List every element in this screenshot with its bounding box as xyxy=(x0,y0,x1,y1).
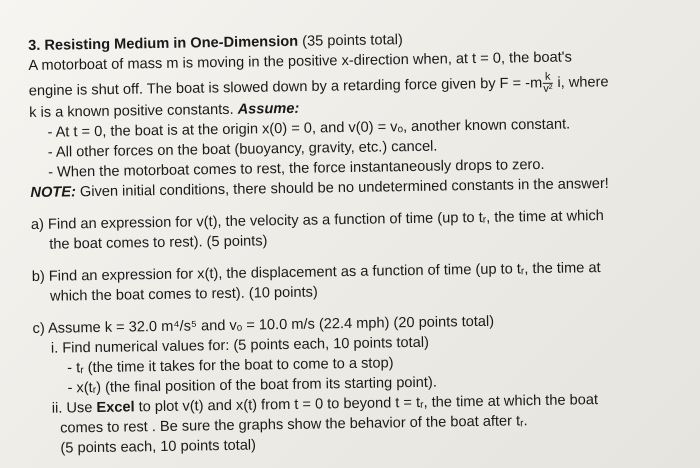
problem-title: Resisting Medium in One-Dimension xyxy=(44,33,299,54)
constant-text: k is a known positive constants. xyxy=(29,101,238,121)
problem-content xyxy=(28,26,685,459)
part-c-ii-line-3: (5 points each, 10 points total) xyxy=(60,437,257,457)
assume-item: - At t = 0, the boat is at the origin x(0) = 0, and v(0) = vₒ, another known constant. xyxy=(47,116,571,141)
note-text: Given initial conditions, there should be no undetermined constants in the answer! xyxy=(75,175,609,201)
force-text: engine is shut off. The boat is slowed down by a retarding force given by F = -m xyxy=(28,75,543,100)
part-c-i-item: - x(tᵣ) (the final position of the boat from its starting point). xyxy=(67,374,437,397)
problem-number: 3. xyxy=(28,37,41,54)
part-b-line-2: which the boat comes to rest). (10 points) xyxy=(49,284,318,305)
assume-label: Assume: xyxy=(237,100,300,118)
ii-text-start: ii. Use xyxy=(51,399,97,417)
fraction-numerator: k xyxy=(544,70,551,83)
part-c-ii-line-2: comes to rest . Be sure the graphs show the behavior of the boat after tᵣ. xyxy=(60,413,528,437)
assume-item: - All other forces on the boat (buoyancy, gravity, etc.) cancel. xyxy=(47,138,438,161)
force-text-end: i, where xyxy=(553,74,609,92)
problem-line-1: A motorboat of mass m is moving in the positive x-direction when, at t = 0, the boat's xyxy=(28,49,572,74)
fraction-denominator: v² xyxy=(543,82,553,95)
part-a-line-2: the boat comes to rest). (5 points) xyxy=(49,233,268,253)
part-c-i-item: - tᵣ (the time it takes for the boat to come to a stop) xyxy=(67,355,394,377)
part-c-line-1: c) Assume k = 32.0 m⁴/s⁵ and vₒ = 10.0 m/s (22.4 mph) (20 points total) xyxy=(32,313,495,337)
excel-label: Excel xyxy=(96,399,135,416)
assume-item: - When the motorboat comes to rest, the force instantaneously drops to zero. xyxy=(48,156,545,181)
ii-text-end: to plot v(t) and x(t) from t = 0 to beyond t = tᵣ, the time at which the boat xyxy=(134,392,599,416)
problem-points: (35 points total) xyxy=(302,32,403,50)
part-b-line-1: b) Find an expression for x(t), the displacement as a function of time (up to tᵣ, the time at xyxy=(31,260,601,285)
part-a-line-1: a) Find an expression for v(t), the velocity as a function of time (up to tᵣ, the time at which xyxy=(30,207,604,233)
note-label: NOTE: xyxy=(30,184,76,201)
force-fraction xyxy=(543,72,553,95)
part-c-i-line: i. Find numerical values for: (5 points each, 10 points total) xyxy=(50,334,430,357)
